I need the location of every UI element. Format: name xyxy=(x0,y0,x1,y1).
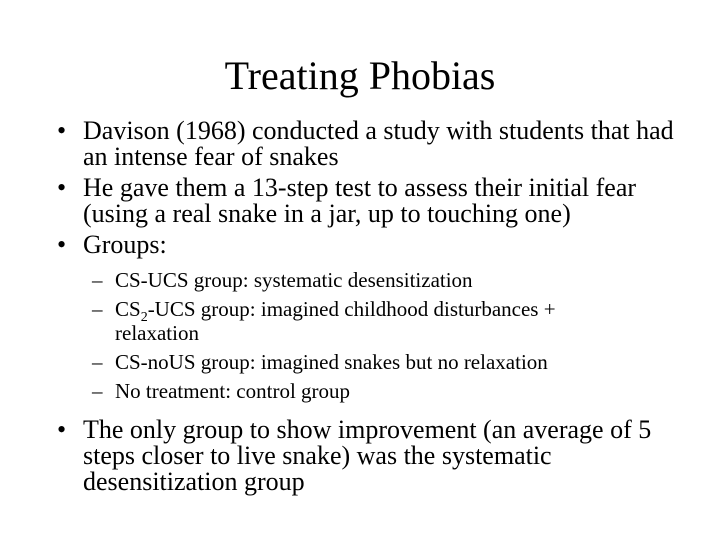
slide-title: Treating Phobias xyxy=(224,53,496,98)
dash-icon: – xyxy=(92,297,103,321)
bullet-icon: • xyxy=(57,116,67,145)
bullet-text: Groups: xyxy=(83,230,167,259)
bullet-text: Davison (1968) conducted a study with students that had an intense fear of snakes xyxy=(83,116,674,171)
group-item xyxy=(0,297,635,345)
group-text: CS-UCS group: systematic desensitization xyxy=(115,268,473,292)
dash-icon: – xyxy=(92,350,103,374)
bullet-text: He gave them a 13-step test to assess their initial fear (using a real snake in a jar, up to touching one) xyxy=(83,173,637,228)
bullet-text: The only group to show improvement (an average of 5 steps closer to live snake) was the systematic desensitization group xyxy=(83,415,652,496)
dash-icon: – xyxy=(92,268,103,292)
bullet-item xyxy=(0,232,683,258)
bullet-icon: • xyxy=(57,415,67,444)
bullet-icon: • xyxy=(57,173,67,202)
dash-icon: – xyxy=(92,379,103,403)
bullet-item xyxy=(0,417,683,495)
bullet-list xyxy=(0,118,720,500)
group-text: No treatment: control group xyxy=(115,379,351,403)
group-list xyxy=(0,268,720,403)
bullet-item xyxy=(0,175,683,227)
group-item xyxy=(0,350,635,374)
group-item xyxy=(0,268,635,292)
bullet-icon: • xyxy=(57,230,67,259)
group-text-prefix: CS xyxy=(115,297,141,321)
group-item xyxy=(0,379,635,403)
group-text-subscript: 2 xyxy=(140,310,148,325)
group-text: CS-noUS group: imagined snakes but no relaxation xyxy=(115,350,548,374)
group-text-suffix: -UCS group: imagined childhood disturbances + relaxation xyxy=(115,297,556,345)
bullet-item xyxy=(0,118,683,170)
